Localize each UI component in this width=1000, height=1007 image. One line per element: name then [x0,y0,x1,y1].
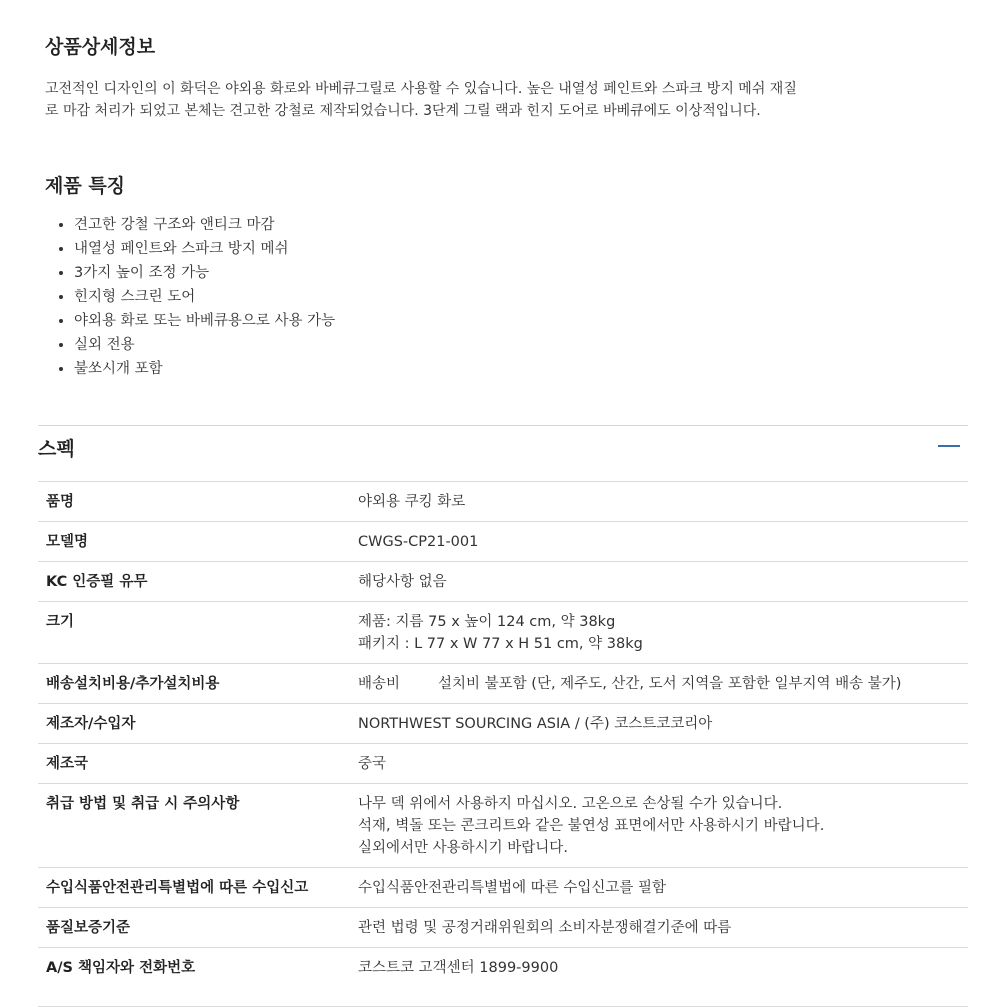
product-detail-title: 상품상세정보 [45,36,156,58]
spec-key: 크기 [38,602,358,664]
spec-value-line: 패키지 : L 77 x W 77 x H 51 cm, 약 38kg [358,636,643,652]
spec-value [358,744,968,784]
spec-value [358,868,968,908]
feature-item: • 야외용 화로 또는 바베큐용으로 사용 가능 [74,309,335,333]
table-row [38,664,968,704]
spec-section [38,425,968,1007]
spec-key: 모델명 [38,522,358,562]
features-list [54,213,335,381]
spec-value-line: 나무 덱 위에서 사용하지 마십시오. 고온으로 손상될 수가 있습니다. [358,796,783,812]
product-description [45,78,945,122]
spec-value [358,908,968,948]
spec-value-line: 실외에서만 사용하시기 바랍니다. [358,840,568,856]
spec-accordion-header[interactable] [38,426,968,481]
table-row [38,522,968,562]
table-row [38,562,968,602]
spec-value [358,562,968,602]
spec-value [358,784,968,868]
feature-item: • 내열성 페인트와 스파크 방지 메쉬 [74,237,335,261]
description-line: 로 마감 처리가 되었고 본체는 견고한 강철로 제작되었습니다. 3단계 그릴 랙과 힌지 도어로 바베큐에도 이상적입니다. [45,103,761,119]
table-row [38,948,968,1007]
spec-value-line: 제품: 지름 75 x 높이 124 cm, 약 38kg [358,614,616,630]
spec-value [358,602,968,664]
spec-key: 제조국 [38,744,358,784]
table-row [38,784,968,868]
spec-value-line: 관련 법령 및 공정거래위원회의 소비자분쟁해결기준에 따름 [358,920,732,936]
spec-key: 품명 [38,482,358,522]
spec-key: A/S 책임자와 전화번호 [38,948,358,1007]
spec-value-line: 석재, 벽돌 또는 콘크리트와 같은 불연성 표면에서만 사용하시기 바랍니다. [358,818,825,834]
spec-value-line: 중국 [358,756,387,772]
installation-note: 설치비 불포함 (단, 제주도, 산간, 도서 지역을 포함한 일부지역 배송 불가) [438,676,902,692]
table-row [38,908,968,948]
spec-value [358,522,968,562]
spec-value-line: CWGS-CP21-001 [358,534,479,550]
spec-key: 수입식품안전관리특별법에 따른 수입신고 [38,868,358,908]
spec-key: 제조자/수입자 [38,704,358,744]
spec-value-line: 야외용 쿠킹 화로 [358,494,466,510]
table-row [38,482,968,522]
spec-value-line: 수입식품안전관리특별법에 따른 수입신고를 필함 [358,880,666,896]
description-line: 고전적인 디자인의 이 화덕은 야외용 화로와 바베큐그릴로 사용할 수 있습니다. 높은 내열성 페인트와 스파크 방지 메쉬 재질 [45,81,797,97]
spec-value [358,948,968,1007]
table-row [38,868,968,908]
spec-table [38,481,968,1007]
spec-value [358,704,968,744]
feature-item: • 실외 전용 [74,333,335,357]
spec-value [358,482,968,522]
spec-value-line [358,673,968,695]
feature-item: • 불쏘시개 포함 [74,357,335,381]
minus-icon[interactable] [938,445,960,447]
spec-key: 배송설치비용/추가설치비용 [38,664,358,704]
spec-title: 스펙 [38,438,75,460]
spec-value-line: 코스트코 고객센터 1899-9900 [358,960,559,976]
features-title: 제품 특징 [45,175,126,197]
feature-item: • 힌지형 스크린 도어 [74,285,335,309]
table-row [38,602,968,664]
spec-key: KC 인증필 유무 [38,562,358,602]
shipping-fee-label: 배송비 [358,676,401,692]
feature-item: • 3가지 높이 조정 가능 [74,261,335,285]
spec-value-line: 해당사항 없음 [358,574,447,590]
spec-value [358,664,968,704]
spec-key: 취급 방법 및 취급 시 주의사항 [38,784,358,868]
feature-item: • 견고한 강철 구조와 앤티크 마감 [74,213,335,237]
spec-key: 품질보증기준 [38,908,358,948]
table-row [38,704,968,744]
table-row [38,744,968,784]
spec-value-line: NORTHWEST SOURCING ASIA / (주) 코스트코코리아 [358,716,713,732]
